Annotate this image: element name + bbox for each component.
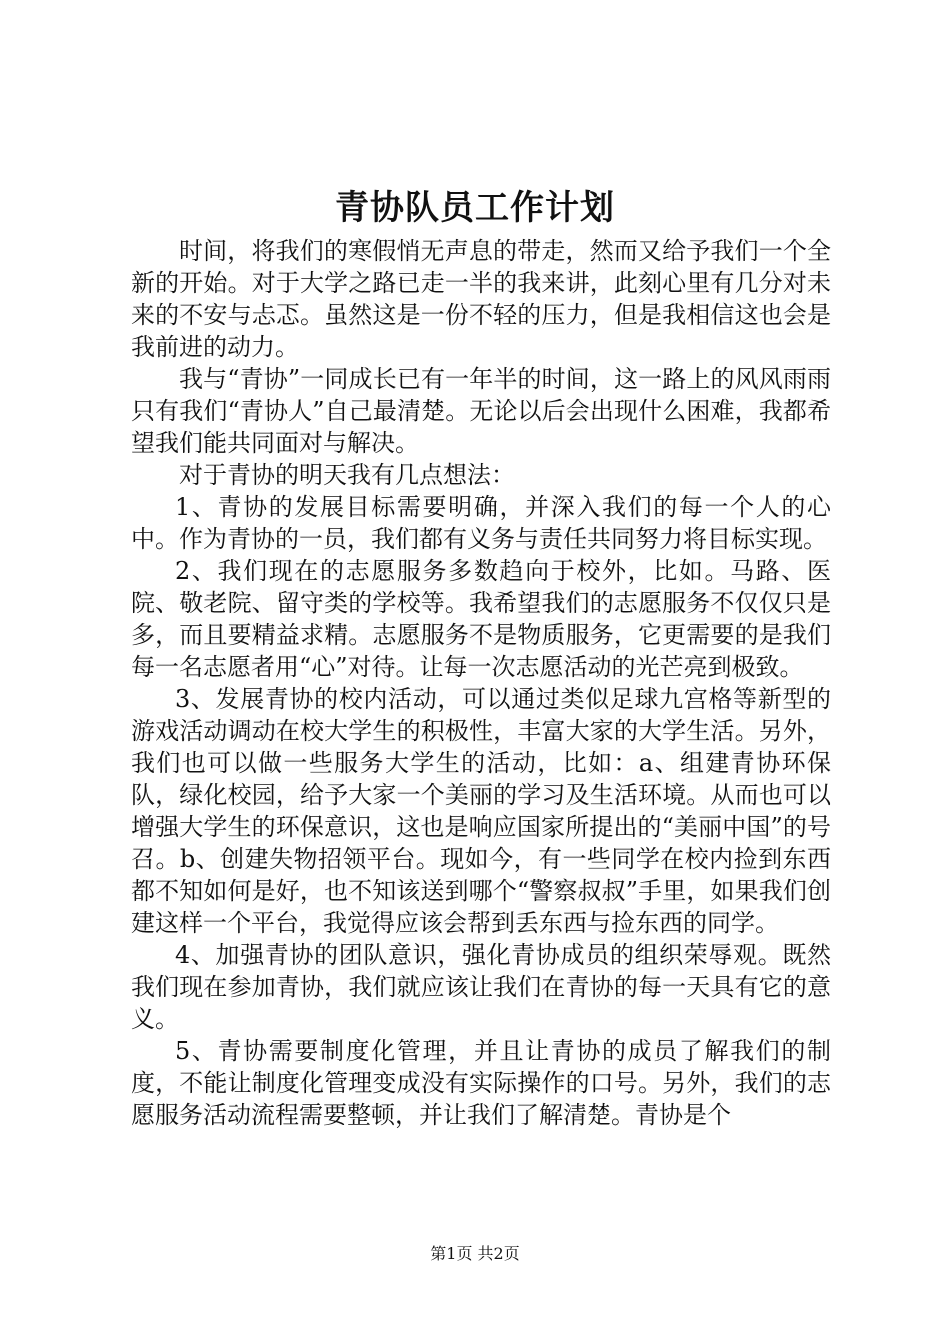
page-footer: 第1页 共2页 [430, 1244, 520, 1263]
document-title: 青协队员工作计划 [335, 188, 615, 228]
paragraph-ideas-heading: 对于青协的明天我有几点想法： [179, 461, 515, 489]
list-item-4: 4、加强青协的团队意识，强化青协成员的组织荣辱观。既然我们现在参加青协，我们就应该让我们在青协的每一天具有它的意义。 [131, 941, 831, 1033]
paragraph-intro: 时间，将我们的寒假悄无声息的带走，然而又给予我们一个全新的开始。对于大学之路已走一半的我来讲，此刻心里有几分对未来的不安与忐忑。虽然这是一份不轻的压力，但是我相信这也会是我前进的动力。 [131, 237, 831, 361]
list-item-1: 1、青协的发展目标需要明确，并深入我们的每一个人的心中。作为青协的一员，我们都有义务与责任共同努力将目标实现。 [131, 493, 831, 553]
list-item-3: 3、发展青协的校内活动，可以通过类似足球九宫格等新型的游戏活动调动在校大学生的积极性，丰富大家的大学生活。另外，我们也可以做一些服务大学生的活动，比如：a、组建青协环保队，绿化校园，给予大家一个美丽的学习及生活环境。从而也可以增强大学生的环保意识，这也是响应国家所提出的“美丽中国”的号召。b、创建失物招领平台。现如今，有一些同学在校内捡到东西都不知如何是好，也不知该送到哪个“警察叔叔”手里，如果我们创建这样一个平台，我觉得应该会帮到丢东西与捡东西的同学。 [131, 685, 831, 937]
list-item-5: 5、青协需要制度化管理，并且让青协的成员了解我们的制度，不能让制度化管理变成没有实际操作的口号。另外，我们的志愿服务活动流程需要整顿，并让我们了解清楚。青协是个 [131, 1037, 831, 1129]
paragraph-growth: 我与“青协”一同成长已有一年半的时间，这一路上的风风雨雨只有我们“青协人”自己最清楚。无论以后会出现什么困难，我都希望我们能共同面对与解决。 [131, 365, 831, 457]
list-item-2: 2、我们现在的志愿服务多数趋向于校外，比如。马路、医院、敬老院、留守类的学校等。我希望我们的志愿服务不仅仅只是多，而且要精益求精。志愿服务不是物质服务，它更需要的是我们每一名志愿者用“心”对待。让每一次志愿活动的光芒亮到极致。 [131, 557, 831, 681]
document-body [131, 235, 831, 1131]
